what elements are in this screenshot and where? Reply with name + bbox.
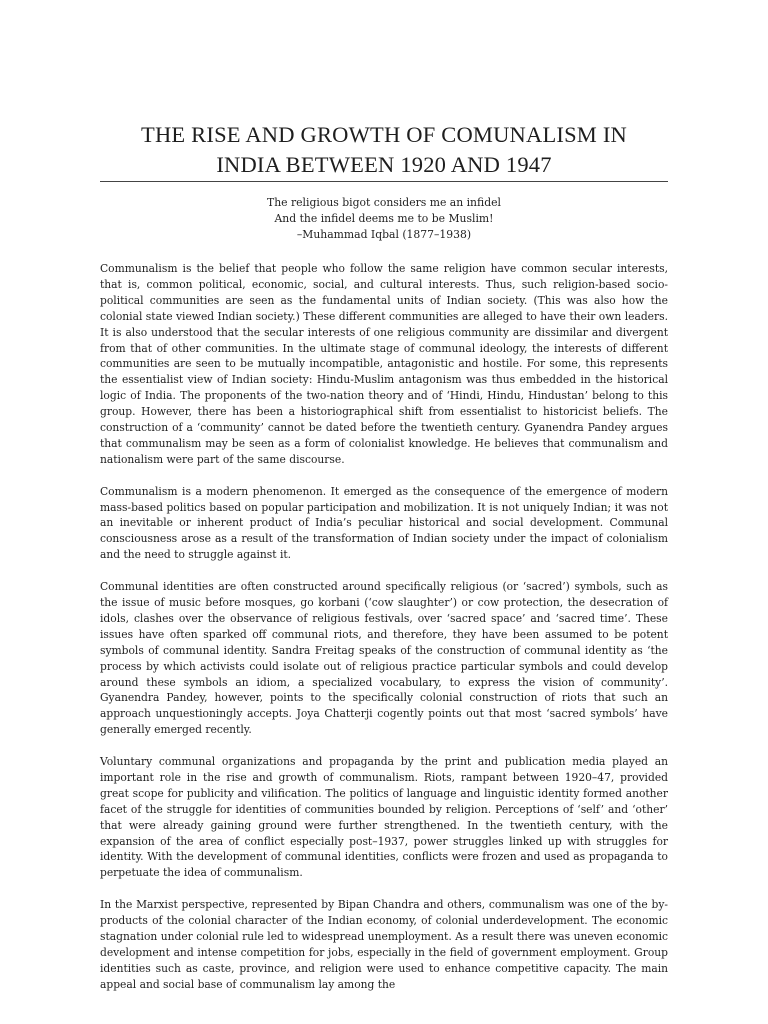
paragraph-5: In the Marxist perspective, represented by Bipan Chandra and others, communalism was one of the by-products of the colonial character of the Indian economy, of colonial underdevelopment. The economic stagnation under colonial rule led to widespread unemployment. As a result there was uneven economic development and intense competition for jobs, especially in the field of government employment. Group identities such as caste, province, and religion were used to enhance competitive capacity. The main appeal and social base of communalism lay among the: [100, 898, 668, 991]
paragraph-1: Communalism is the belief that people who follow the same religion have common secular interests, that is, common political, economic, social, and cultural interests. Thus, such religion-based socio-political communities are seen as the fundamental units of Indian society. (This was also how the colonial state viewed Indian society.) These different communities are alleged to have their own leaders. It is also understood that the secular interests of one religious community are dissimilar and divergent from that of other communities. In the ultimate stage of communal ideology, the interests of different communities are seen to be mutually incompatible, antagonistic and hostile. For some, this represents the essentialist view of Indian society: Hindu-Muslim antagonism was thus embedded in the historical logic of India. The proponents of the two-nation theory and of ‘Hindi, Hindu, Hindustan’ belong to this group. However, there has been a historiographical shift from essentialist to historicist beliefs. The construction of a ‘community’ cannot be dated before the twentieth century. Gyanendra Pandey argues that communalism may be seen as a form of colonialist knowledge. He believes that communalism and nationalism were part of the same discourse.: [100, 262, 668, 466]
title-line-2: INDIA BETWEEN 1920 AND 1947: [216, 152, 552, 177]
epigraph-line: The religious bigot considers me an infidel: [267, 196, 501, 209]
epigraph: [100, 195, 668, 243]
paragraph-3: Communal identities are often constructed around specifically religious (or ‘sacred’) symbols, such as the issue of music before mosques, go korbani (‘cow slaughter’) or cow protection, the desecration of idols, clashes over the observance of religious festivals, over ‘sacred space’ and ‘sacred time’. These issues have often sparked off communal riots, and therefore, they have been assumed to be potent symbols of communal identity. Sandra Freitag speaks of the construction of communal identity as ‘the process by which activists could isolate out of religious practice particular symbols and could develop around these symbols an idiom, a specialized vocabulary, to express the vision of community’. Gyanendra Pandey, however, points to the specifically colonial construction of riots that such an approach unquestioningly accepts. Joya Chatterji cogently points out that most ‘sacred symbols’ have generally emerged recently.: [100, 580, 668, 737]
paragraph-4: Voluntary communal organizations and propaganda by the print and publication media played an important role in the rise and growth of communalism. Riots, rampant between 1920–47, provided great scope for publicity and vilification. The politics of language and linguistic identity formed another facet of the struggle for identities of communities bounded by religion. Perceptions of ‘self’ and ‘other’ that were already gaining ground were further strengthened. In the twentieth century, with the expansion of the area of conflict especially post–1937, power struggles linked up with struggles for identity. With the development of communal identities, conflicts were frozen and used as propaganda to perpetuate the idea of communalism.: [100, 755, 668, 880]
document-body: [100, 261, 668, 1009]
epigraph-attribution: –Muhammad Iqbal (1877–1938): [296, 228, 472, 241]
page-title: [100, 120, 668, 180]
title-line-1: THE RISE AND GROWTH OF COMUNALISM IN: [141, 122, 627, 147]
paragraph-2: Communalism is a modern phenomenon. It emerged as the consequence of the emergence of modern mass-based politics based on popular participation and mobilization. It is not uniquely Indian; it was not an inevitable or inherent product of India’s peculiar historical and social development. Communal consciousness arose as a result of the transformation of Indian society under the impact of colonialism and the need to struggle against it.: [100, 484, 668, 562]
title-divider: [100, 181, 668, 182]
epigraph-line: And the infidel deems me to be Muslim!: [274, 212, 494, 225]
